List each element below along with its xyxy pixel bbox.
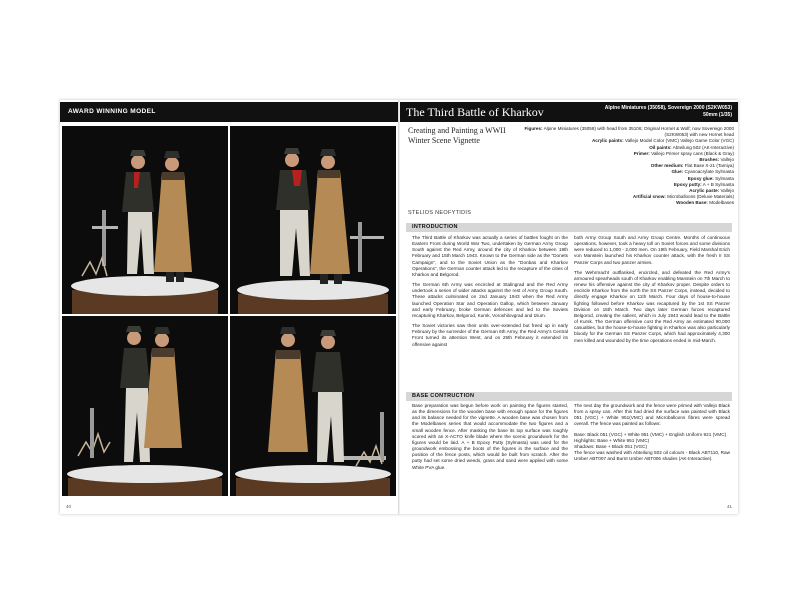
credit-line: Glue: Cyanoacrylate Sylmasta [671,169,734,175]
credit-line: Epoxy glue: Sylmasta [687,175,734,181]
photo-rear-view [230,316,396,496]
intro-column-2 [574,235,730,348]
intro-column-1 [412,235,568,352]
credit-line: Wooden Base: Modelbases [676,200,734,206]
credit-line: Other medium: Flat Base X-21 (Tamiya) [650,163,734,169]
section-label: AWARD WINNING MODEL [68,108,156,115]
paragraph: Base: Black 051 (VGC) + White 951 (VMC) + English Uniform 921 (VMC) [574,431,727,437]
page-number-right: 41 [726,504,732,509]
base-column-2 [574,403,730,466]
credit-line: Brushes: Vallejo [699,157,734,163]
photo-figures-angled [230,126,396,314]
section-title: INTRODUCTION [412,224,458,230]
paragraph: The Soviet victories saw their units over-extended but freed up in early February by the surrender of the German 6th Army, the Red Army's Central Front turned its attention West, and on 25th February it extended its offensive against [412,323,568,347]
paragraph: The Third Battle of Kharkov was actually a series of battles fought on the Eastern Front during World War Two, undertaken by German Army Group South against the Red Army, around the city of Kharkov between 19th February and 15th March 1943. Known to the German side as the "Donets Campaign", and to the Soviet Union as the "Donbas and Kharkov Operations", the German counter attack led to the recapture of the cities of Kharkov and Belgorod. [412,235,568,277]
photo-figures-front [62,126,228,314]
kit-references: Alpine Miniatures (35058), Sovereign 2000 (S2KW053) [604,105,732,111]
article-subtitle: Creating and Painting a WWII Winter Scene Vignette [408,126,506,145]
section-title: BASE CONTRUCTION [412,393,475,399]
base-column-1 [412,403,568,475]
paragraph: The Wehrmacht outflanked, encircled, and defeated the Red Army's armoured spearheads south of Kharkov enabling Manstein on 7th March to renew his offensive against the city of Kharkov proper. Despite orders to encircle Kharkov from the north the SS Panzer Corps, instead, decided to directly engage Kharkov on 11th March. Four days of house-to-house fighting followed before Kharkov was recaptured by the 1st SS Panzer Division on 15th March. Two days later German forces recaptured Belgorod, creating the salient, which in July 1943 would lead to the Battle of Kursk. The German offensive cost the Red Army an estimated 90,000 casualties, but the house-to-house fighting in Kharkov was also particularly bloody for the German SS Panzer Corps, which had approximately 4,300 men killed and wounded by the time operations ended in mid-March. [574,269,730,343]
credit-line: Acrylic paste: Vallejo [689,188,734,194]
photo-angled-view [230,126,396,314]
paragraph: The German 6th Army was encircled at Stalingrad and the Red Army undertook a series of wider attacks against the rest of Army Group South. These attacks culminated on 2nd January 1943 when the Red Army launched Operation Star and Operation Gallop, which between January and early February, broke German defences and led to the Soviets recapturing Kharkov, Belgorod, Kursk, Voroshilovgrad and Izium. [412,282,568,318]
section-header-base-construction [406,392,732,401]
author-name: STELIOS NEOFYTIDIS [408,210,472,216]
paragraph: Base preparation was begun before work on painting the figures started, as the dimensions for the wooden base with enough space for the figures and its balance needed for the vignette. A wooden base was chosen from the Modelbases series that would accommodate the two figures and a small wooden fence. After masking the base its top surface was roughly scored with an X-ACTO knife blade where the scenic groundwork for the figures would be laid. A + B Epoxy Putty (Sylmasta) was used for the groundwork embossing the boots of the figures in the surface and the position of the fence posts, which would be built from scratch. After the putty had set some dried weeds, grass and sand were applied with some White PVA glue. [412,403,568,470]
section-header-bar [60,102,398,122]
figure-scale: 50mm (1/35) [703,112,732,118]
section-header-introduction [406,223,732,232]
paragraph: both Army Group South and Army Group Centre. Months of continuous operations, however, took a heavy toll on Soviet forces and some divisions were reduced to 1,000 - 2,000 men. On 19th February, Field Marshal Erich von Manstein launched his Kharkov counter attack, with the fresh II SS Panzer Corps and two panzer armies. [574,235,730,265]
photo-figures-rear [230,316,396,496]
credit-line: Primer: Vallejo Primer spray cans (Black & Gray) [633,150,734,156]
credit-line: Oil paints: Abteilung 502 (AK-Interactive) [649,144,734,150]
paragraph: The fence was washed with Abteilung 502 oil colours - Black ABT110, Raw Umber ABT007 and Burnt Umber ABT006 shades (AK-Interactive). [574,450,730,462]
photo-figures-side [62,316,228,496]
right-page [400,100,738,514]
credit-line: Figures: Alpine Miniatures (35058) with head from 35106; Original Hornet & Wolf; now Sovereign 2000 (S2KW053) with new Hornet head [524,126,734,138]
paragraph: Shadows: Base + Black 051 (VGC) [574,443,648,449]
photo-front-view [62,126,228,314]
materials-credits [520,126,734,207]
magazine-spread [60,100,738,514]
credit-line: Artificial snow: Microballoons (Deluxe Materials) [632,194,734,200]
paragraph: The next day the groundwork and the fence were primed with Vallejo Black from a spray can. After this had dried the surface was painted with Black 051 (VGC) + White 951(VMC) and Microballoons fibres were spread overall. The fence was painted as follows: [574,403,730,427]
title-meta [605,105,732,119]
credit-line: Epoxy putty: A + B Sylmasta [673,181,734,187]
credit-line: Acrylic paints: Vallejo Model Color (VMC) Vallejo Game Color (VGC) [591,138,734,144]
photo-side-view [62,316,228,496]
page-number-left: 40 [66,504,72,509]
left-page [60,100,398,514]
article-title: The Third Battle of Kharkov [406,105,544,119]
paragraph: Highlights: Base + White 951 (VMC) [574,437,650,443]
title-bar [400,102,738,122]
